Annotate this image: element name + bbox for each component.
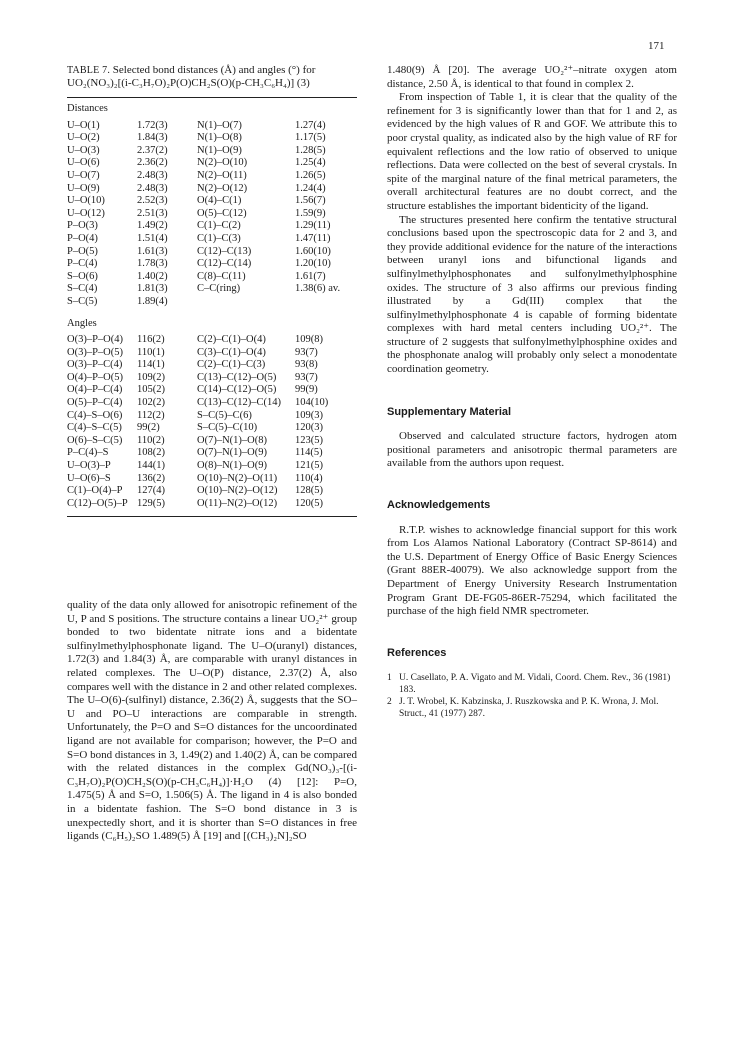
value-right: 99(9) (295, 384, 318, 396)
value-right (295, 296, 357, 309)
paragraph: quality of the data only allowed for anisotropic refinement of the U, P and S positions. The structure contains a linear UO₂²⁺ group bonded to two bidentate nitrate ions and a bidentate sulfinylmethylphosphonate ligand. The U–O(uranyl) distances, 1.72(3) and 1.84(3) Å, are comparable with uranyl distances in related complexes. The U–O(P) distance, 2.37(2) Å, also compares well with the distance in 2 and other related complexes. The U–O(6)-(sulfinyl) distance, 2.36(2) Å, suggests that the SO–U and PO–U interactions are comparable in strength. Unfortunately, the P=O and S=O distances for the uncoordinated ligand are not available for comparison; however, the P=O and S=O bond distances in 3, 1.49(2) and 1.40(2) Å, can be compared with the related distances in the complex Gd(NO₃)₃-[(i-C₃H₇O)₂P(O)CH₂S(O)(p-CH₃C₆H₄)]·H₂O (4) [12]: P=O, 1.475(5) Å and S=O, 1.506(5) Å. The ligand in 4 is also bonded in a bidentate fashion. The S=O bond distance in 3 is unexpectedly short, and it is shorter than S=O distances in free ligands (C₆H₅)₂SO 1.489(5) Å [19] and [(CH₃)₂N]₂SO (67, 599, 357, 843)
atoms-left: S–O(6) (67, 270, 98, 282)
table-caption (67, 64, 357, 90)
angles-heading: Angles (67, 317, 97, 329)
atoms-right: C(3)–C(1)–O(4) (197, 346, 266, 358)
atoms-left: P–C(4)–S (67, 447, 109, 459)
atoms-right: C(8)–C(11) (197, 270, 246, 282)
value-left: 136(2) (137, 472, 165, 484)
table-row (67, 397, 357, 410)
value-left: 1.89(4) (137, 295, 168, 307)
table-row (67, 220, 357, 233)
value-right: 1.59(9) (295, 207, 326, 219)
value-right: 1.20(10) (295, 258, 331, 270)
value-right: 1.24(4) (295, 182, 326, 194)
atoms-left: S–C(5) (67, 295, 98, 307)
value-right: 120(5) (295, 497, 323, 509)
atoms-right: O(5)–C(12) (197, 207, 247, 219)
atoms-right: S–C(5)–C(10) (197, 422, 258, 434)
angles-table (67, 334, 357, 510)
references-list (387, 672, 677, 720)
atoms-right: C(2)–C(1)–O(4) (197, 334, 266, 346)
page-number: 171 (648, 40, 665, 52)
value-left: 1.84(3) (137, 132, 168, 144)
references-heading: References (387, 646, 447, 659)
supplementary-text: Observed and calculated structure factors, hydrogen atom positional parameters and anisotropic thermal parameters are available from the authors upon request. (387, 430, 677, 470)
value-right: 1.56(7) (295, 195, 326, 207)
value-right: 121(5) (295, 460, 323, 472)
value-right: 1.27(4) (295, 119, 326, 131)
table-row (67, 183, 357, 196)
atoms-left: C(1)–O(4)–P (67, 485, 123, 497)
atoms-right: O(10)–N(2)–O(11) (197, 472, 278, 484)
atoms-right: C(13)–C(12)–C(14) (197, 397, 281, 409)
table-label: TABLE 7. (67, 65, 111, 76)
atoms-left: U–O(3) (67, 144, 100, 156)
reference-item (387, 696, 677, 720)
value-left: 2.37(2) (137, 144, 168, 156)
table-row (67, 258, 357, 271)
value-left: 2.52(3) (137, 195, 168, 207)
value-right: 109(8) (295, 334, 323, 346)
value-left: 1.40(2) (137, 270, 168, 282)
table-row (67, 384, 357, 397)
atoms-right: N(2)–O(11) (197, 169, 247, 181)
value-left: 127(4) (137, 485, 165, 497)
paragraph: The structures presented here confirm the tentative structural conclusions based upon the spectroscopic data for 2 and 3, and they provide additional evidence for the nature of the interactions between uranyl ions and bifunctional ligands and sulfinylmethylphosphonates and sulfonylmethylphosphine oxides. The structure of 3 also affirms our previous finding illustrated by a Gd(III) complex that the sulfinylmethylphosphonate 4 is capable of forming bidentate complexes with hard metal centers including UO₂²⁺. The structure of 2 suggests that sulfonylmethylphosphine oxides and the phosphonate analog will probably only select a monodentate coordination geometry. (387, 213, 677, 376)
atoms-left: U–O(2) (67, 132, 100, 144)
atoms-right: O(7)–N(1)–O(9) (197, 447, 267, 459)
value-left: 1.51(4) (137, 232, 168, 244)
value-left: 102(2) (137, 397, 165, 409)
atoms-right: C(12)–C(14) (197, 258, 252, 270)
value-right: 93(7) (295, 371, 318, 383)
value-right: 110(4) (295, 472, 323, 484)
value-right: 114(5) (295, 447, 323, 459)
atoms-right: O(10)–N(2)–O(12) (197, 485, 278, 497)
value-left: 1.72(3) (137, 119, 168, 131)
value-left: 2.48(3) (137, 182, 168, 194)
reference-number: 1 (387, 673, 392, 684)
atoms-left: P–O(4) (67, 232, 98, 244)
atoms-right: N(1)–O(8) (197, 132, 242, 144)
atoms-left: O(4)–P–C(4) (67, 384, 123, 396)
value-left: 105(2) (137, 384, 165, 396)
reference-number: 2 (387, 697, 392, 708)
atoms-left: O(3)–P–O(4) (67, 334, 123, 346)
reference-text: U. Casellato, P. A. Vigato and M. Vidali, Coord. Chem. Rev., 36 (1981) 183. (399, 673, 671, 696)
table-row (67, 296, 357, 309)
value-left: 1.78(3) (137, 258, 168, 270)
atoms-right: O(7)–N(1)–O(8) (197, 434, 267, 446)
supplementary-heading: Supplementary Material (387, 405, 512, 418)
left-body-text (67, 599, 357, 844)
value-right: 1.28(5) (295, 144, 326, 156)
paragraph: 1.480(9) Å [20]. The average UO₂²⁺–nitrate oxygen atom distance, 2.50 Å, is identical to that found in complex 2. (387, 64, 677, 90)
atoms-right: C(1)–C(2) (197, 220, 241, 232)
value-right: 93(8) (295, 359, 318, 371)
value-right: 128(5) (295, 485, 323, 497)
atoms-left: U–O(10) (67, 195, 105, 207)
value-left: 2.48(3) (137, 169, 168, 181)
value-left: 116(2) (137, 334, 165, 346)
table-bottom-rule (67, 516, 357, 517)
value-right: 1.47(11) (295, 232, 331, 244)
atoms-right: O(11)–N(2)–O(12) (197, 497, 278, 509)
value-right: 1.17(5) (295, 132, 326, 144)
atoms-right: C(2)–C(1)–C(3) (197, 359, 266, 371)
atoms-left: U–O(3)–P (67, 460, 111, 472)
table-row (67, 485, 357, 498)
reference-item (387, 672, 677, 696)
atoms-left: P–C(4) (67, 258, 98, 270)
atoms-right: N(2)–O(12) (197, 182, 248, 194)
table-row (67, 195, 357, 208)
value-left: 99(2) (137, 422, 160, 434)
atoms-left: O(4)–P–O(5) (67, 371, 123, 383)
paragraph: From inspection of Table 1, it is clear that the quality of the refinement for 3 is significantly lower than that for 1 and 2, as evidenced by the high values of R and GOF. We attribute this to poor crystal quality, as indicated also by the high value of RF for equivalent reflections and the low ratio of observed to unique reflections. Data were collected on the best of several crystals. In spite of the marginal nature of the final metrical parameters, the overall architectural features are no doubt correct, and the structure establishes the important bidenticity of the ligand. (387, 91, 677, 212)
value-left: 109(2) (137, 371, 165, 383)
atoms-right: C(14)–C(12)–O(5) (197, 384, 277, 396)
value-right: 1.26(5) (295, 169, 326, 181)
value-right: 104(10) (295, 397, 329, 409)
acknowledgements-text: R.T.P. wishes to acknowledge financial support for this work from Los Alamos National Laboratory (Contract SP-8614) and the U.S. Department of Energy Office of Basic Energy Sciences (Grant 88ER-40079). We also acknowledge support from the Department of Energy University Research Instrumentation Program Grant DE-FG05-86ER-75294, which facilitated the purchase of the high field NMR spectrometer. (387, 523, 677, 618)
atoms-left: O(5)–P–C(4) (67, 397, 123, 409)
atoms-right: N(1)–O(7) (197, 119, 242, 131)
atoms-right: C–C(ring) (197, 283, 241, 295)
value-left: 1.61(3) (137, 245, 168, 257)
atoms-left: S–C(4) (67, 283, 98, 295)
table-row (67, 145, 357, 158)
table-row (67, 246, 357, 259)
table-row (67, 359, 357, 372)
table-row (67, 283, 357, 296)
atoms-left: C(4)–S–O(6) (67, 409, 123, 421)
value-right: 1.61(7) (295, 270, 326, 282)
table-row (67, 233, 357, 246)
table-row (67, 435, 357, 448)
table-row (67, 271, 357, 284)
table-row (67, 170, 357, 183)
atoms-left: C(12)–O(5)–P (67, 497, 128, 509)
value-right: 120(3) (295, 422, 323, 434)
atoms-left: U–O(9) (67, 182, 100, 194)
atoms-right (197, 296, 295, 309)
table-row (67, 473, 357, 486)
value-left: 129(5) (137, 497, 165, 509)
table-caption-text: Selected bond distances (Å) and angles (°) for UO₂(NO₃)₂[(i-C₃H₇O)₂P(O)CH₂S(O)(p-CH₃C₆H₄)] (3) (67, 64, 316, 89)
value-right: 93(7) (295, 346, 318, 358)
acknowledgements-heading: Acknowledgements (387, 499, 491, 512)
value-right: 109(3) (295, 409, 323, 421)
atoms-right: O(8)–N(1)–O(9) (197, 460, 267, 472)
atoms-left: U–O(12) (67, 207, 105, 219)
value-left: 1.81(3) (137, 283, 168, 295)
value-right: 123(5) (295, 434, 323, 446)
atoms-left: O(3)–P–C(4) (67, 359, 123, 371)
table-row (67, 334, 357, 347)
table-row (67, 347, 357, 360)
table-row (67, 498, 357, 511)
distances-table (67, 120, 357, 309)
value-left: 110(2) (137, 434, 165, 446)
atoms-left: O(3)–P–O(5) (67, 346, 123, 358)
atoms-left: O(6)–S–C(5) (67, 434, 123, 446)
value-right: 1.29(11) (295, 220, 331, 232)
table-row (67, 120, 357, 133)
atoms-left: U–O(7) (67, 169, 100, 181)
value-left: 112(2) (137, 409, 165, 421)
value-left: 108(2) (137, 447, 165, 459)
value-right: 1.60(10) (295, 245, 331, 257)
atoms-right: C(1)–C(3) (197, 232, 241, 244)
value-right: 1.38(6) av. (295, 283, 341, 295)
table-row (67, 157, 357, 170)
table-top-rule (67, 97, 357, 98)
value-left: 144(1) (137, 460, 165, 472)
atoms-right: N(1)–O(9) (197, 144, 242, 156)
atoms-left: P–O(3) (67, 220, 98, 232)
reference-text: J. T. Wrobel, K. Kabzinska, J. Ruszkowska and P. K. Wrona, J. Mol. Struct., 41 (1977) 287. (399, 697, 659, 720)
atoms-right: C(12)–C(13) (197, 245, 252, 257)
table-row (67, 460, 357, 473)
value-left: 2.51(3) (137, 207, 168, 219)
atoms-right: N(2)–O(10) (197, 157, 248, 169)
table-row (67, 447, 357, 460)
left-column (67, 64, 357, 517)
atoms-left: U–O(1) (67, 119, 100, 131)
value-left: 110(1) (137, 346, 165, 358)
distances-heading: Distances (67, 103, 108, 114)
table-row (67, 132, 357, 145)
table-row (67, 422, 357, 435)
atoms-left: U–O(6)–S (67, 472, 111, 484)
atoms-left: P–O(5) (67, 245, 98, 257)
table-row (67, 410, 357, 423)
value-left: 1.49(2) (137, 220, 168, 232)
atoms-right: S–C(5)–C(6) (197, 409, 252, 421)
right-column (387, 64, 677, 720)
atoms-left: U–O(6) (67, 157, 100, 169)
atoms-left: C(4)–S–C(5) (67, 422, 122, 434)
atoms-right: C(13)–C(12)–O(5) (197, 371, 277, 383)
value-right: 1.25(4) (295, 157, 326, 169)
value-left: 114(1) (137, 359, 165, 371)
table-row (67, 208, 357, 221)
table-row (67, 372, 357, 385)
value-left: 2.36(2) (137, 157, 168, 169)
atoms-right: O(4)–C(1) (197, 195, 242, 207)
